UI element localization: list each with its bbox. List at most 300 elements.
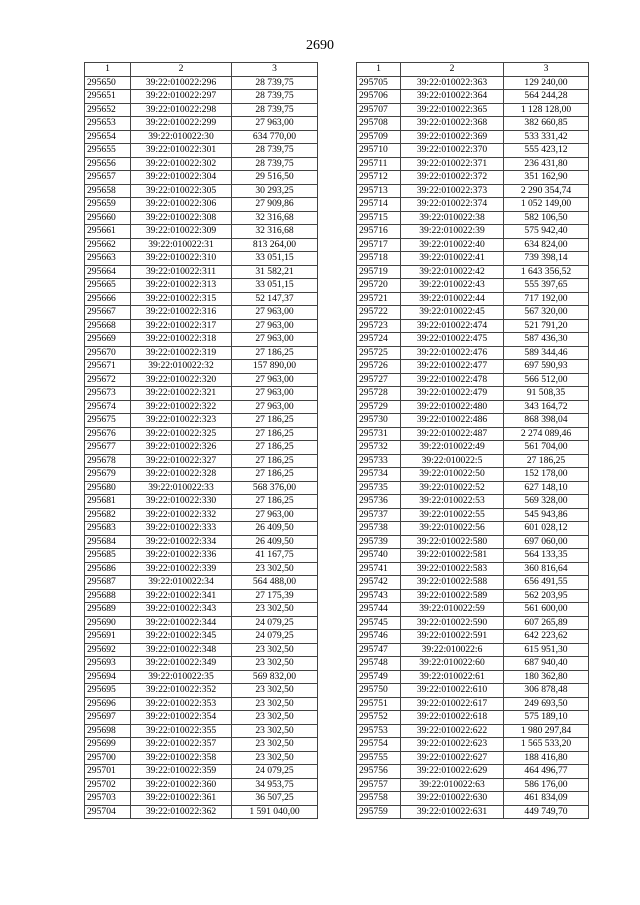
row-number-cell: 295656	[85, 157, 131, 171]
value-cell: 27 963,00	[232, 508, 318, 522]
value-cell: 23 302,50	[232, 697, 318, 711]
cadastral-number-cell: 39:22:010022:629	[401, 765, 504, 779]
table-row	[85, 130, 318, 144]
value-cell: 28 739,75	[232, 76, 318, 90]
table-row	[357, 697, 589, 711]
row-number-cell: 295728	[357, 387, 401, 401]
row-number-cell: 295692	[85, 643, 131, 657]
value-cell: 23 302,50	[232, 711, 318, 725]
row-number-cell: 295707	[357, 103, 401, 117]
value-cell: 564 488,00	[232, 576, 318, 590]
value-cell: 27 963,00	[232, 333, 318, 347]
cadastral-number-cell: 39:22:010022:588	[401, 576, 504, 590]
row-number-cell: 295740	[357, 549, 401, 563]
table-row	[357, 279, 589, 293]
table-row	[85, 670, 318, 684]
cadastral-number-cell: 39:22:010022:323	[131, 414, 232, 428]
row-number-cell: 295652	[85, 103, 131, 117]
row-number-cell: 295713	[357, 184, 401, 198]
cadastral-number-cell: 39:22:010022:55	[401, 508, 504, 522]
cadastral-number-cell: 39:22:010022:353	[131, 697, 232, 711]
cadastral-number-cell: 39:22:010022:302	[131, 157, 232, 171]
value-cell: 687 940,40	[504, 657, 589, 671]
table-row	[85, 117, 318, 131]
table-row	[85, 657, 318, 671]
row-number-cell: 295735	[357, 481, 401, 495]
row-number-cell: 295705	[357, 76, 401, 90]
table-row	[357, 792, 589, 806]
value-cell: 27 186,25	[232, 427, 318, 441]
header-row	[85, 63, 318, 77]
cadastral-number-cell: 39:22:010022:348	[131, 643, 232, 657]
row-number-cell: 295710	[357, 144, 401, 158]
value-cell: 569 832,00	[232, 670, 318, 684]
value-cell: 717 192,00	[504, 292, 589, 306]
cadastral-number-cell: 39:22:010022:52	[401, 481, 504, 495]
table-row	[357, 225, 589, 239]
cadastral-number-cell: 39:22:010022:43	[401, 279, 504, 293]
table-row	[357, 616, 589, 630]
value-cell: 129 240,00	[504, 76, 589, 90]
row-number-cell: 295734	[357, 468, 401, 482]
cadastral-number-cell: 39:22:010022:479	[401, 387, 504, 401]
value-cell: 28 739,75	[232, 144, 318, 158]
table-row	[85, 765, 318, 779]
row-number-cell: 295732	[357, 441, 401, 455]
table-row	[85, 279, 318, 293]
row-number-cell: 295688	[85, 589, 131, 603]
row-number-cell: 295723	[357, 319, 401, 333]
cadastral-number-cell: 39:22:010022:313	[131, 279, 232, 293]
table-row	[357, 103, 589, 117]
value-cell: 28 739,75	[232, 103, 318, 117]
row-number-cell: 295659	[85, 198, 131, 212]
table-row	[357, 319, 589, 333]
value-cell: 26 409,50	[232, 522, 318, 536]
value-cell: 461 834,09	[504, 792, 589, 806]
row-number-cell: 295674	[85, 400, 131, 414]
table-row	[357, 495, 589, 509]
value-cell: 23 302,50	[232, 738, 318, 752]
value-cell: 28 739,75	[232, 157, 318, 171]
value-cell: 24 079,25	[232, 616, 318, 630]
value-cell: 351 162,90	[504, 171, 589, 185]
cadastral-number-cell: 39:22:010022:372	[401, 171, 504, 185]
value-cell: 180 362,80	[504, 670, 589, 684]
row-number-cell: 295699	[85, 738, 131, 752]
table-row	[357, 360, 589, 374]
value-cell: 27 909,86	[232, 198, 318, 212]
value-cell: 2 290 354,74	[504, 184, 589, 198]
column-header-value: 3	[232, 63, 318, 77]
table-row	[85, 562, 318, 576]
row-number-cell: 295673	[85, 387, 131, 401]
table-row	[85, 292, 318, 306]
table-row	[357, 657, 589, 671]
table-row	[357, 603, 589, 617]
value-cell: 566 512,00	[504, 373, 589, 387]
cadastral-number-cell: 39:22:010022:50	[401, 468, 504, 482]
table-row	[357, 198, 589, 212]
value-cell: 27 186,25	[232, 495, 318, 509]
row-number-cell: 295706	[357, 90, 401, 104]
cadastral-number-cell: 39:22:010022:623	[401, 738, 504, 752]
value-cell: 29 516,50	[232, 171, 318, 185]
value-cell: 2 274 089,46	[504, 427, 589, 441]
row-number-cell: 295679	[85, 468, 131, 482]
column-header-cadastral: 2	[131, 63, 232, 77]
value-cell: 343 164,72	[504, 400, 589, 414]
cadastral-number-cell: 39:22:010022:362	[131, 805, 232, 819]
row-number-cell: 295726	[357, 360, 401, 374]
value-cell: 587 436,30	[504, 333, 589, 347]
table-row	[357, 346, 589, 360]
left-register-table	[84, 62, 318, 819]
value-cell: 27 963,00	[232, 117, 318, 131]
cadastral-number-cell: 39:22:010022:308	[131, 211, 232, 225]
cadastral-number-cell: 39:22:010022:360	[131, 778, 232, 792]
cadastral-number-cell: 39:22:010022:474	[401, 319, 504, 333]
cadastral-number-cell: 39:22:010022:368	[401, 117, 504, 131]
table-row	[357, 535, 589, 549]
value-cell: 33 051,15	[232, 252, 318, 266]
table-row	[357, 751, 589, 765]
value-cell: 23 302,50	[232, 684, 318, 698]
row-number-cell: 295696	[85, 697, 131, 711]
cadastral-number-cell: 39:22:010022:327	[131, 454, 232, 468]
value-cell: 1 128 128,00	[504, 103, 589, 117]
row-number-cell: 295712	[357, 171, 401, 185]
value-cell: 582 106,50	[504, 211, 589, 225]
row-number-cell: 295750	[357, 684, 401, 698]
cadastral-number-cell: 39:22:010022:344	[131, 616, 232, 630]
value-cell: 23 302,50	[232, 657, 318, 671]
cadastral-number-cell: 39:22:010022:320	[131, 373, 232, 387]
row-number-cell: 295694	[85, 670, 131, 684]
cadastral-number-cell: 39:22:010022:364	[401, 90, 504, 104]
table-row	[85, 684, 318, 698]
value-cell: 575 942,40	[504, 225, 589, 239]
table-row	[85, 495, 318, 509]
row-number-cell: 295651	[85, 90, 131, 104]
row-number-cell: 295733	[357, 454, 401, 468]
cadastral-number-cell: 39:22:010022:480	[401, 400, 504, 414]
value-cell: 561 704,00	[504, 441, 589, 455]
row-number-cell: 295730	[357, 414, 401, 428]
cadastral-number-cell: 39:22:010022:56	[401, 522, 504, 536]
cadastral-number-cell: 39:22:010022:358	[131, 751, 232, 765]
table-row	[357, 738, 589, 752]
value-cell: 1 565 533,20	[504, 738, 589, 752]
cadastral-number-cell: 39:22:010022:354	[131, 711, 232, 725]
page-number: 2690	[306, 38, 334, 53]
cadastral-number-cell: 39:22:010022:581	[401, 549, 504, 563]
cadastral-number-cell: 39:22:010022:297	[131, 90, 232, 104]
table-row	[85, 103, 318, 117]
table-row	[357, 724, 589, 738]
value-cell: 188 416,80	[504, 751, 589, 765]
row-number-cell: 295717	[357, 238, 401, 252]
row-number-cell: 295718	[357, 252, 401, 266]
row-number-cell: 295721	[357, 292, 401, 306]
cadastral-number-cell: 39:22:010022:365	[401, 103, 504, 117]
value-cell: 152 178,00	[504, 468, 589, 482]
cadastral-number-cell: 39:22:010022:315	[131, 292, 232, 306]
cadastral-number-cell: 39:22:010022:330	[131, 495, 232, 509]
row-number-cell: 295653	[85, 117, 131, 131]
cadastral-number-cell: 39:22:010022:336	[131, 549, 232, 563]
column-header-value: 3	[504, 63, 589, 77]
cadastral-number-cell: 39:22:010022:306	[131, 198, 232, 212]
row-number-cell: 295736	[357, 495, 401, 509]
table-row	[357, 252, 589, 266]
row-number-cell: 295658	[85, 184, 131, 198]
table-row	[357, 481, 589, 495]
row-number-cell: 295668	[85, 319, 131, 333]
row-number-cell: 295724	[357, 333, 401, 347]
table-row	[85, 225, 318, 239]
value-cell: 561 600,00	[504, 603, 589, 617]
table-row	[85, 805, 318, 819]
row-number-cell: 295672	[85, 373, 131, 387]
cadastral-number-cell: 39:22:010022:44	[401, 292, 504, 306]
row-number-cell: 295742	[357, 576, 401, 590]
cadastral-number-cell: 39:22:010022:60	[401, 657, 504, 671]
row-number-cell: 295737	[357, 508, 401, 522]
row-number-cell: 295675	[85, 414, 131, 428]
table-row	[85, 171, 318, 185]
value-cell: 697 060,00	[504, 535, 589, 549]
cadastral-number-cell: 39:22:010022:6	[401, 643, 504, 657]
cadastral-number-cell: 39:22:010022:63	[401, 778, 504, 792]
value-cell: 642 223,62	[504, 630, 589, 644]
row-number-cell: 295657	[85, 171, 131, 185]
row-number-cell: 295664	[85, 265, 131, 279]
row-number-cell: 295716	[357, 225, 401, 239]
table-row	[85, 738, 318, 752]
value-cell: 24 079,25	[232, 630, 318, 644]
row-number-cell: 295671	[85, 360, 131, 374]
cadastral-number-cell: 39:22:010022:369	[401, 130, 504, 144]
table-row	[85, 90, 318, 104]
cadastral-number-cell: 39:22:010022:374	[401, 198, 504, 212]
table-row	[357, 562, 589, 576]
value-cell: 615 951,30	[504, 643, 589, 657]
table-row	[357, 589, 589, 603]
row-number-cell: 295680	[85, 481, 131, 495]
row-number-cell: 295746	[357, 630, 401, 644]
value-cell: 23 302,50	[232, 603, 318, 617]
value-cell: 601 028,12	[504, 522, 589, 536]
cadastral-number-cell: 39:22:010022:41	[401, 252, 504, 266]
table-row	[357, 414, 589, 428]
cadastral-number-cell: 39:22:010022:622	[401, 724, 504, 738]
table-row	[357, 670, 589, 684]
column-header-cadastral: 2	[401, 63, 504, 77]
cadastral-number-cell: 39:22:010022:343	[131, 603, 232, 617]
value-cell: 23 302,50	[232, 643, 318, 657]
value-cell: 31 582,21	[232, 265, 318, 279]
row-number-cell: 295753	[357, 724, 401, 738]
cadastral-number-cell: 39:22:010022:371	[401, 157, 504, 171]
table-row	[357, 643, 589, 657]
row-number-cell: 295687	[85, 576, 131, 590]
table-row	[357, 265, 589, 279]
row-number-cell: 295725	[357, 346, 401, 360]
row-number-cell: 295731	[357, 427, 401, 441]
row-number-cell: 295704	[85, 805, 131, 819]
cadastral-number-cell: 39:22:010022:333	[131, 522, 232, 536]
row-number-cell: 295676	[85, 427, 131, 441]
row-number-cell: 295702	[85, 778, 131, 792]
table-row	[85, 373, 318, 387]
cadastral-number-cell: 39:22:010022:590	[401, 616, 504, 630]
cadastral-number-cell: 39:22:010022:5	[401, 454, 504, 468]
value-cell: 236 431,80	[504, 157, 589, 171]
table-row	[85, 616, 318, 630]
value-cell: 91 508,35	[504, 387, 589, 401]
column-header-number: 1	[85, 63, 131, 77]
row-number-cell: 295685	[85, 549, 131, 563]
cadastral-number-cell: 39:22:010022:301	[131, 144, 232, 158]
cadastral-number-cell: 39:22:010022:357	[131, 738, 232, 752]
right-register-table	[356, 62, 589, 819]
row-number-cell: 295747	[357, 643, 401, 657]
value-cell: 30 293,25	[232, 184, 318, 198]
cadastral-number-cell: 39:22:010022:319	[131, 346, 232, 360]
table-row	[357, 684, 589, 698]
table-row	[85, 468, 318, 482]
value-cell: 27 186,25	[232, 454, 318, 468]
table-row	[357, 373, 589, 387]
table-row	[85, 157, 318, 171]
table-row	[85, 697, 318, 711]
table-row	[357, 211, 589, 225]
row-number-cell: 295661	[85, 225, 131, 239]
row-number-cell: 295752	[357, 711, 401, 725]
value-cell: 24 079,25	[232, 765, 318, 779]
cadastral-number-cell: 39:22:010022:477	[401, 360, 504, 374]
value-cell: 23 302,50	[232, 751, 318, 765]
table-row	[85, 265, 318, 279]
row-number-cell: 295697	[85, 711, 131, 725]
row-number-cell: 295756	[357, 765, 401, 779]
table-row	[357, 76, 589, 90]
row-number-cell: 295722	[357, 306, 401, 320]
cadastral-number-cell: 39:22:010022:42	[401, 265, 504, 279]
cadastral-number-cell: 39:22:010022:32	[131, 360, 232, 374]
row-number-cell: 295684	[85, 535, 131, 549]
cadastral-number-cell: 39:22:010022:304	[131, 171, 232, 185]
row-number-cell: 295727	[357, 373, 401, 387]
row-number-cell: 295682	[85, 508, 131, 522]
value-cell: 1 591 040,00	[232, 805, 318, 819]
header-row	[357, 63, 589, 77]
table-row	[85, 508, 318, 522]
table-row	[85, 198, 318, 212]
table-row	[85, 144, 318, 158]
table-row	[357, 427, 589, 441]
row-number-cell: 295700	[85, 751, 131, 765]
row-number-cell: 295654	[85, 130, 131, 144]
table-row	[357, 522, 589, 536]
table-row	[357, 171, 589, 185]
table-row	[357, 306, 589, 320]
table-row	[85, 778, 318, 792]
cadastral-number-cell: 39:22:010022:31	[131, 238, 232, 252]
value-cell: 306 878,48	[504, 684, 589, 698]
value-cell: 564 244,28	[504, 90, 589, 104]
cadastral-number-cell: 39:22:010022:35	[131, 670, 232, 684]
value-cell: 569 328,00	[504, 495, 589, 509]
value-cell: 533 331,42	[504, 130, 589, 144]
cadastral-number-cell: 39:22:010022:299	[131, 117, 232, 131]
cadastral-number-cell: 39:22:010022:49	[401, 441, 504, 455]
table-row	[85, 724, 318, 738]
cadastral-number-cell: 39:22:010022:296	[131, 76, 232, 90]
cadastral-number-cell: 39:22:010022:59	[401, 603, 504, 617]
table-row	[357, 765, 589, 779]
value-cell: 564 133,35	[504, 549, 589, 563]
value-cell: 27 963,00	[232, 400, 318, 414]
row-number-cell: 295666	[85, 292, 131, 306]
table-row	[357, 117, 589, 131]
value-cell: 157 890,00	[232, 360, 318, 374]
table-row	[357, 144, 589, 158]
cadastral-number-cell: 39:22:010022:321	[131, 387, 232, 401]
row-number-cell: 295709	[357, 130, 401, 144]
row-number-cell: 295693	[85, 657, 131, 671]
table-row	[85, 603, 318, 617]
row-number-cell: 295744	[357, 603, 401, 617]
row-number-cell: 295738	[357, 522, 401, 536]
cadastral-number-cell: 39:22:010022:332	[131, 508, 232, 522]
cadastral-number-cell: 39:22:010022:475	[401, 333, 504, 347]
row-number-cell: 295655	[85, 144, 131, 158]
value-cell: 23 302,50	[232, 724, 318, 738]
table-row	[357, 508, 589, 522]
value-cell: 464 496,77	[504, 765, 589, 779]
cadastral-number-cell: 39:22:010022:580	[401, 535, 504, 549]
row-number-cell: 295715	[357, 211, 401, 225]
cadastral-number-cell: 39:22:010022:627	[401, 751, 504, 765]
row-number-cell: 295678	[85, 454, 131, 468]
cadastral-number-cell: 39:22:010022:487	[401, 427, 504, 441]
value-cell: 27 963,00	[232, 319, 318, 333]
value-cell: 562 203,95	[504, 589, 589, 603]
cadastral-number-cell: 39:22:010022:45	[401, 306, 504, 320]
value-cell: 1 052 149,00	[504, 198, 589, 212]
cadastral-number-cell: 39:22:010022:311	[131, 265, 232, 279]
table-row	[357, 441, 589, 455]
value-cell: 634 770,00	[232, 130, 318, 144]
cadastral-number-cell: 39:22:010022:38	[401, 211, 504, 225]
cadastral-number-cell: 39:22:010022:373	[401, 184, 504, 198]
cadastral-number-cell: 39:22:010022:317	[131, 319, 232, 333]
value-cell: 589 344,46	[504, 346, 589, 360]
table-row	[85, 481, 318, 495]
cadastral-number-cell: 39:22:010022:334	[131, 535, 232, 549]
cadastral-number-cell: 39:22:010022:355	[131, 724, 232, 738]
cadastral-number-cell: 39:22:010022:345	[131, 630, 232, 644]
cadastral-number-cell: 39:22:010022:53	[401, 495, 504, 509]
table-row	[85, 387, 318, 401]
table-row	[85, 346, 318, 360]
cadastral-number-cell: 39:22:010022:326	[131, 441, 232, 455]
value-cell: 33 051,15	[232, 279, 318, 293]
cadastral-number-cell: 39:22:010022:316	[131, 306, 232, 320]
cadastral-number-cell: 39:22:010022:34	[131, 576, 232, 590]
